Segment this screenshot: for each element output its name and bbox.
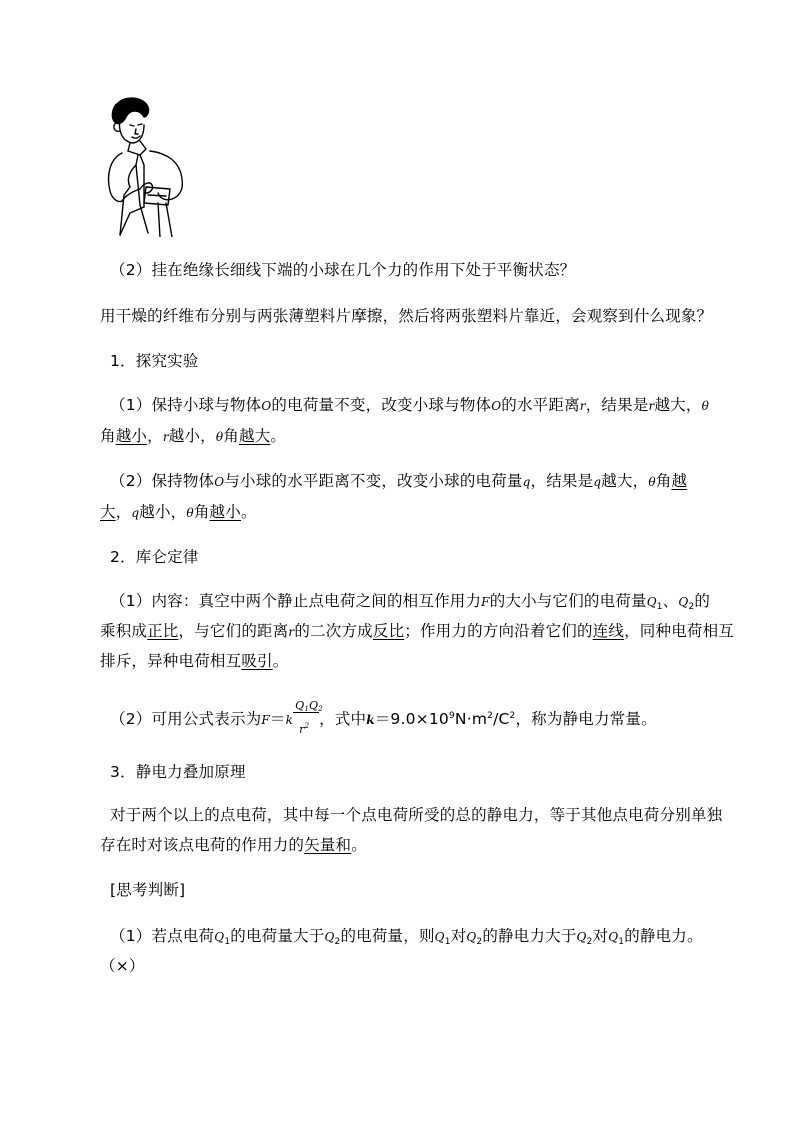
answer-blank: 越 — [671, 472, 688, 490]
judge-item-1-answer: （×） — [100, 957, 145, 975]
answer-blank: 越小 — [115, 427, 148, 445]
section-1-title: 1．探究实验 — [110, 352, 199, 370]
superposition-line-2: 存在时对该点电荷的作用力的矢量和。 — [100, 836, 367, 854]
man-rubbing-tie-illustration — [100, 95, 196, 237]
answer-blank: 越大 — [239, 427, 271, 445]
section-2-title: 2．库仑定律 — [110, 548, 199, 566]
coulomb-law-line-3: 排斥，异种电荷相互吸引。 — [100, 652, 289, 670]
answer-blank: 越小 — [209, 503, 241, 521]
question-balance: （2）挂在绝缘长细线下端的小球在几个力的作用下处于平衡状态？ — [110, 261, 576, 279]
answer-blank: 反比 — [372, 622, 405, 640]
answer-blank: 连线 — [592, 622, 625, 640]
formula-fraction: $\frac{Q1Q2}{r^2}$ — [295, 698, 323, 736]
coulomb-law-line-2: 乘积成正比，与它们的距离r的二次方成反比；作用力的方向沿着它们的连线，同种电荷相互 — [100, 622, 734, 640]
answer-blank: 大 — [100, 503, 116, 521]
answer-blank: 矢量和 — [304, 836, 352, 854]
section-3-title: 3．静电力叠加原理 — [110, 763, 246, 781]
think-judge-title: [思考判断] — [110, 881, 186, 899]
exp-paragraph-1-line-2: 角越小，r越小，θ角越大。 — [100, 427, 287, 445]
exp-paragraph-2-line-2: 大，q越小，θ角越小。 — [100, 503, 257, 521]
answer-blank: 吸引 — [241, 652, 273, 670]
exp-paragraph-1-line-1: （1）保持小球与物体O的电荷量不变，改变小球与物体O的水平距离r，结果是r越大，θ — [110, 396, 710, 414]
intro-question: 用干燥的纤维布分别与两张薄塑料片摩擦，然后将两张塑料片靠近，会观察到什么现象？ — [100, 307, 713, 325]
superposition-line-1: 对于两个以上的点电荷，其中每一个点电荷所受的总的静电力，等于其他点电荷分别单独 — [110, 806, 723, 824]
coulomb-law-line-1: （1）内容：真空中两个静止点电荷之间的相互作用力F的大小与它们的电荷量$Q_1$、$Q_2$的 — [110, 592, 711, 612]
answer-blank: 正比 — [147, 622, 179, 640]
exp-paragraph-2-line-1: （2）保持物体O与小球的水平距离不变，改变小球的电荷量q，结果是q越大，θ角越 — [110, 472, 688, 490]
judge-item-1: （1）若点电荷$Q_1$的电荷量大于$Q_2$的电荷量，则$Q_1$对$Q_2$的静电力大于$Q_2$对$Q_1$的静电力。 — [110, 927, 703, 947]
coulomb-formula-line: （2）可用公式表示为F＝k $\frac{Q1Q2}{r^2}$ ，式中$k=9.0\times 10^9N\cdot m^2/C^2$，称为静电力常量。 — [110, 698, 657, 736]
